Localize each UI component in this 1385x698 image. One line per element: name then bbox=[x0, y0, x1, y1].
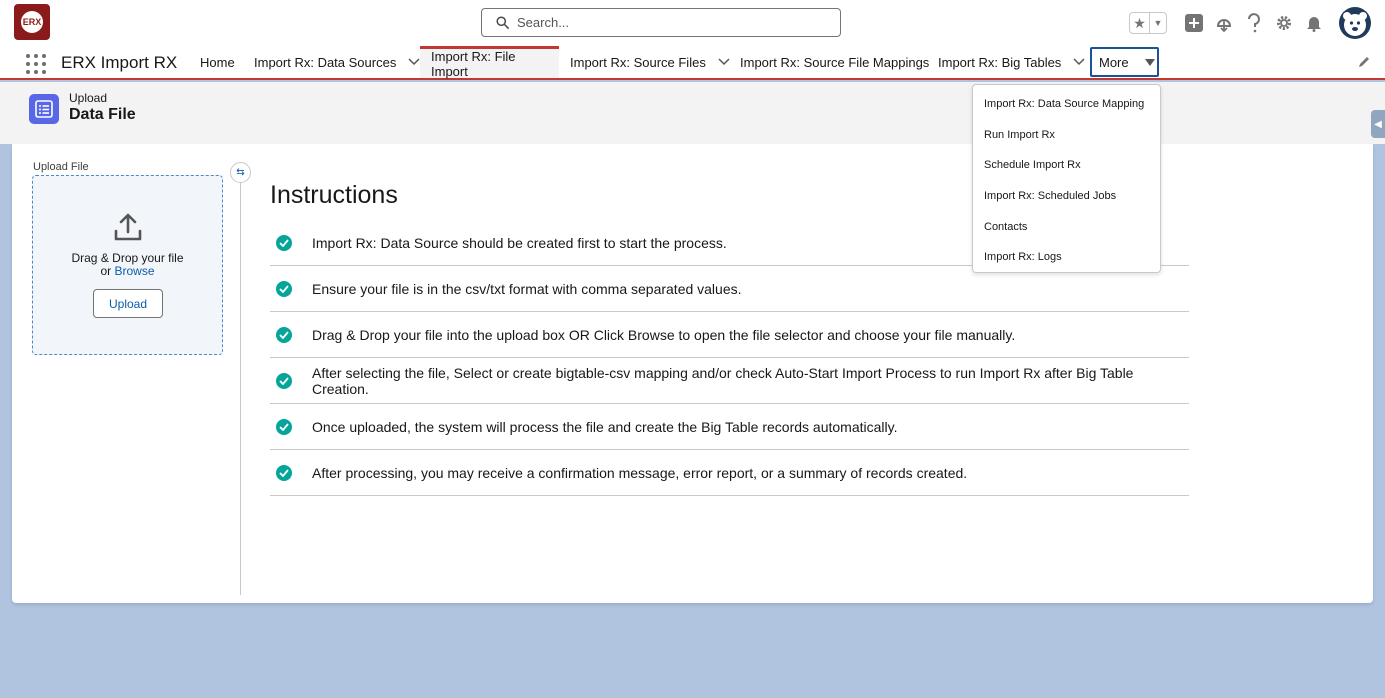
nav-item-label: Import Rx: Big Tables bbox=[938, 54, 1062, 70]
global-header bbox=[0, 0, 1385, 46]
page-title: Data File bbox=[69, 106, 136, 123]
nav-item-home[interactable] bbox=[189, 46, 246, 78]
trailhead-icon[interactable] bbox=[1209, 8, 1239, 38]
page-list-icon bbox=[29, 94, 59, 124]
favorites-group bbox=[1129, 12, 1167, 34]
notifications-bell-icon[interactable] bbox=[1299, 8, 1329, 38]
search-icon bbox=[496, 16, 509, 29]
instruction-text: Once uploaded, the system will process the file and create the Big Table records automatically. bbox=[312, 418, 898, 435]
nav-item-label: Import Rx: Source File Mappings bbox=[740, 54, 930, 70]
main-card bbox=[12, 144, 1373, 603]
list-item bbox=[270, 450, 1189, 496]
split-divider[interactable] bbox=[240, 162, 241, 595]
file-dropzone[interactable] bbox=[32, 175, 223, 355]
page-header bbox=[0, 82, 1385, 144]
global-actions-icon[interactable] bbox=[1179, 8, 1209, 38]
favorite-star-icon[interactable]: ★ bbox=[1130, 13, 1150, 33]
checkmark-icon bbox=[276, 327, 292, 343]
list-item bbox=[270, 358, 1189, 404]
nav-item-source-file-mappings[interactable] bbox=[729, 46, 940, 78]
menu-item-contacts[interactable]: Contacts bbox=[984, 220, 1028, 233]
upload-file-label: Upload File bbox=[33, 161, 89, 173]
instruction-text: After selecting the file, Select or create bigtable-csv mapping and/or check Auto-Start Import Process to run Import Rx after Big Table Creation. bbox=[312, 364, 1134, 397]
side-panel-toggle-icon[interactable]: ◀ bbox=[1371, 110, 1385, 138]
app-logo-text: ERX bbox=[21, 11, 43, 33]
app-launcher-icon[interactable] bbox=[26, 54, 46, 74]
menu-item-logs[interactable]: Import Rx: Logs bbox=[984, 251, 1062, 264]
menu-item-data-source-mapping[interactable]: Import Rx: Data Source Mapping bbox=[984, 98, 1145, 111]
instruction-text: After processing, you may receive a confirmation message, error report, or a summary of records created. bbox=[312, 464, 968, 481]
instruction-text: Import Rx: Data Source should be created first to start the process. bbox=[312, 234, 727, 251]
settings-gear-icon[interactable] bbox=[1269, 8, 1299, 38]
chevron-down-icon[interactable] bbox=[408, 58, 420, 66]
nav-item-data-sources[interactable] bbox=[243, 46, 431, 78]
nav-more-button[interactable] bbox=[1090, 47, 1159, 77]
checkmark-icon bbox=[276, 419, 292, 435]
page-subtitle: Upload bbox=[69, 91, 108, 105]
help-icon[interactable] bbox=[1239, 8, 1269, 38]
nav-item-label: Import Rx: Data Sources bbox=[254, 54, 397, 70]
menu-item-run-import-rx[interactable]: Run Import Rx bbox=[984, 128, 1055, 141]
checkmark-icon bbox=[276, 235, 292, 251]
nav-item-label: Import Rx: Source Files bbox=[570, 54, 706, 70]
upload-icon bbox=[113, 212, 143, 242]
more-dropdown-menu bbox=[972, 84, 1161, 273]
header-utility-bar bbox=[1129, 6, 1371, 40]
menu-item-schedule-import-rx[interactable]: Schedule Import Rx bbox=[984, 159, 1081, 172]
split-view-toggle-icon[interactable]: ⇆ bbox=[230, 162, 251, 183]
app-logo[interactable] bbox=[14, 4, 50, 40]
checkmark-icon bbox=[276, 465, 292, 481]
upload-button[interactable]: Upload bbox=[93, 289, 163, 318]
global-search[interactable] bbox=[481, 8, 841, 37]
list-item bbox=[270, 404, 1189, 450]
nav-item-label: Home bbox=[200, 54, 235, 70]
or-text: or bbox=[100, 264, 112, 278]
dropzone-text bbox=[33, 252, 222, 278]
menu-item-scheduled-jobs[interactable]: Import Rx: Scheduled Jobs bbox=[984, 190, 1117, 203]
instruction-text: Ensure your file is in the csv/txt format with comma separated values. bbox=[312, 280, 742, 297]
favorites-dropdown-icon[interactable]: ▼ bbox=[1153, 18, 1163, 28]
app-navigation-bar bbox=[0, 46, 1385, 80]
search-input[interactable] bbox=[517, 15, 840, 30]
list-item bbox=[270, 312, 1189, 358]
edit-nav-pencil-icon[interactable] bbox=[1357, 55, 1371, 72]
drag-drop-text: Drag & Drop your file bbox=[71, 251, 184, 265]
checkmark-icon bbox=[276, 281, 292, 297]
checkmark-icon bbox=[276, 373, 292, 389]
instructions-title: Instructions bbox=[270, 181, 398, 209]
nav-item-source-files[interactable] bbox=[559, 46, 741, 78]
nav-item-big-tables[interactable] bbox=[927, 46, 1096, 78]
chevron-down-icon[interactable] bbox=[1073, 58, 1085, 66]
nav-item-label: Import Rx: File Import bbox=[431, 48, 516, 79]
user-avatar[interactable] bbox=[1339, 7, 1371, 39]
browse-link[interactable]: Browse bbox=[114, 264, 155, 278]
app-name: ERX Import RX bbox=[61, 53, 178, 72]
nav-more-label: More bbox=[1099, 54, 1129, 70]
nav-item-file-import[interactable] bbox=[420, 46, 559, 78]
caret-down-icon bbox=[1145, 59, 1155, 66]
instruction-text: Drag & Drop your file into the upload box OR Click Browse to open the file selector and choose your file manually. bbox=[312, 326, 1016, 343]
